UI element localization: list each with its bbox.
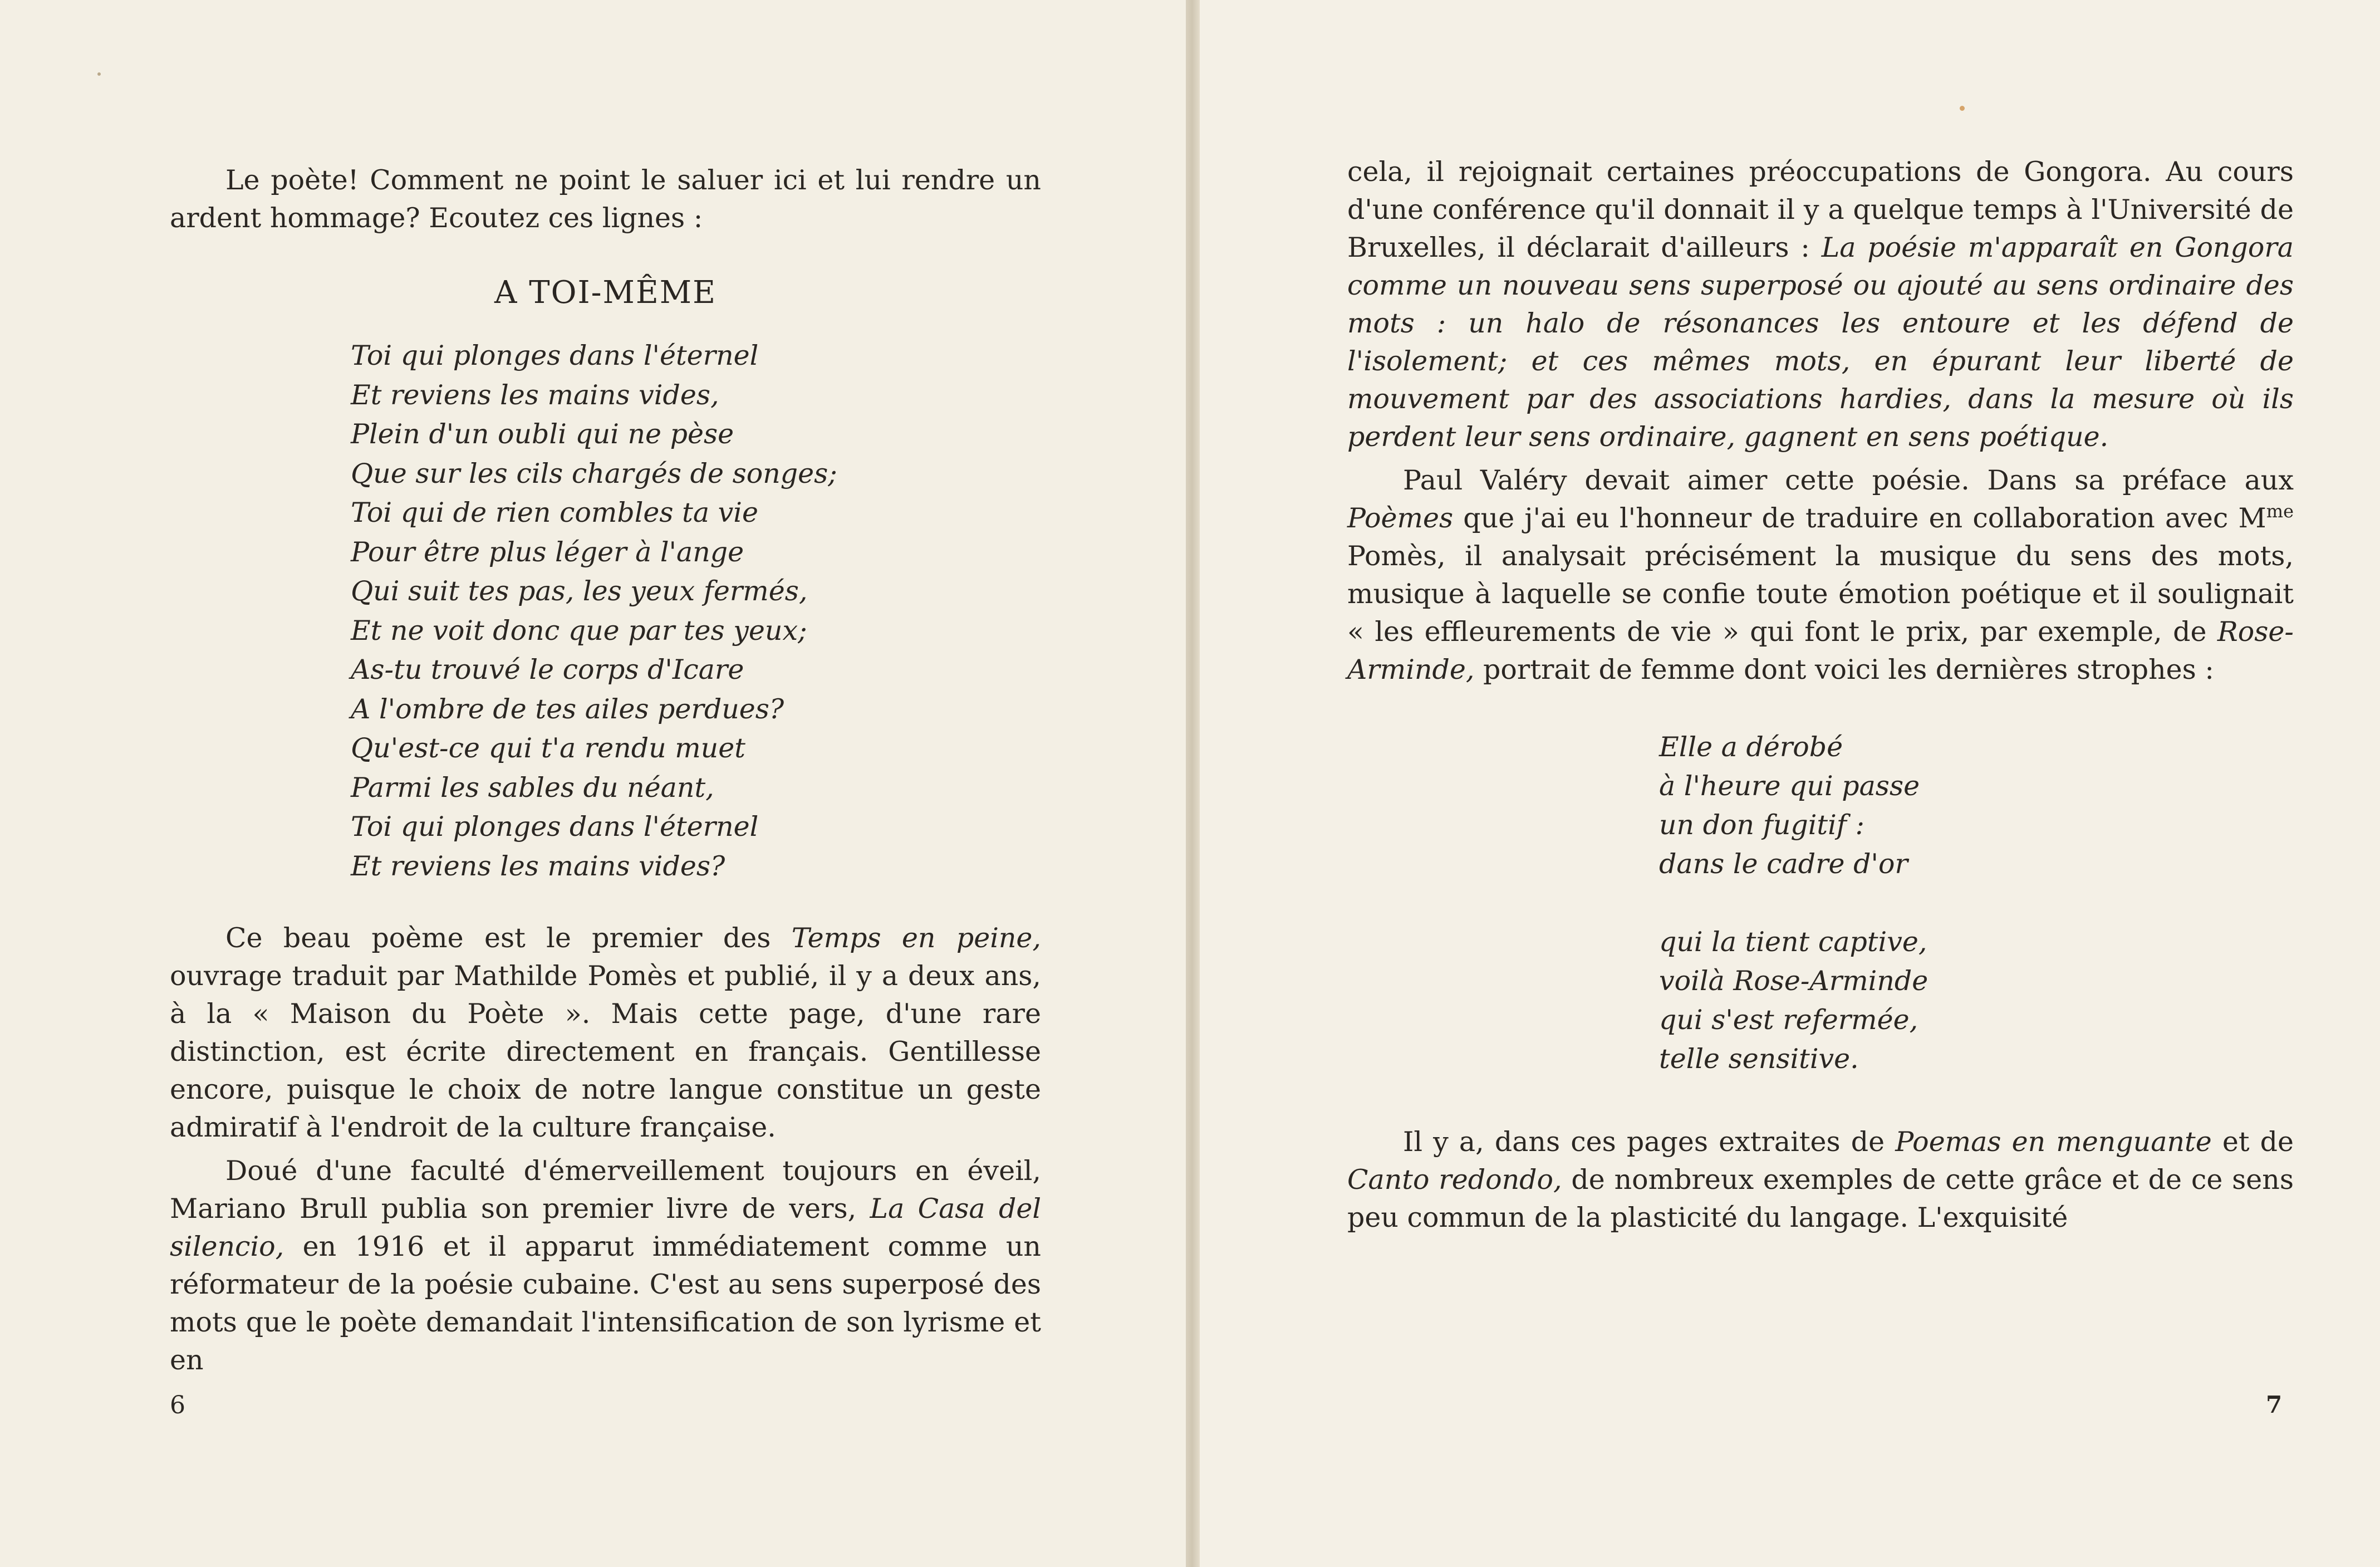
text-run: ouvrage traduit par Mathilde Pomès et publié, il y a deux ans, à la « Maison du Poète ». Mais cette page, d'une rare distinction, est écrite directement en français. Gentillesse encore, puisque le choix de notre langue constitue un geste admiratif à l'endroit de la culture française. [170,960,1041,1143]
book-gutter [1186,0,1200,1567]
paragraph-casa-del-silencio [170,1152,1041,1379]
poem-line: A l'ombre de tes ailes perdues? [351,693,784,725]
poem-line: qui s'est refermée, [1659,1004,1918,1036]
poem-line: qui la tient captive, [1659,926,1927,958]
poem-line: Toi qui plonges dans l'éternel [351,340,759,371]
left-page-content [170,161,1041,1385]
right-page [1200,0,2380,1567]
poem-line: telle sensitive. [1659,1043,1859,1075]
left-page [0,0,1186,1567]
poem-line: dans le cadre d'or [1659,848,1908,880]
poem-title: A TOI-MÊME [494,275,717,311]
book-title-poemas-en-menguante: Poemas en menguante [1895,1126,2212,1158]
paragraph-poemas-en-menguante [1347,1123,2294,1237]
book-title-casa-del-silencio: La Casa del silencio, [170,1193,1041,1262]
text-run: Doué d'une faculté d'émerveillement toujours en éveil, Mariano Brull publia son premier livre de vers, [170,1155,1041,1225]
poem-line: Qu'est-ce qui t'a rendu muet [351,732,745,764]
poem-line: un don fugitif : [1659,809,1865,841]
paragraph-temps-en-peine [170,919,1041,1147]
intro-paragraph: Le poète! Comment ne point le saluer ici et lui rendre un ardent hommage? Ecoutez ces lignes : [170,164,1041,234]
poem-line: voilà Rose-Arminde [1659,965,1928,997]
paper-speck [1960,106,1965,111]
page-number-left: 6 [170,1391,185,1419]
text-run: Ce beau poème est le premier des [225,922,792,954]
poem-rose-arminde [1659,728,2294,1079]
poem-line: Toi qui de rien combles ta vie [351,497,758,528]
paper-speck [97,72,101,76]
book-title-temps-en-peine: Temps en peine, [791,922,1042,954]
text-run: Paul Valéry devait aimer cette poésie. Dans sa préface aux [1403,464,2294,496]
poem-a-toi-meme [351,336,1041,886]
text-run: et de [2211,1126,2294,1158]
poem-title-rose-arminde: Rose-Arminde, [1347,616,2294,685]
poem-line: Elle a dérobé [1659,731,1843,763]
poem-line: As-tu trouvé le corps d'Icare [351,654,744,685]
text-run: cela, il rejoignait certaines préoccupations de Gongora. Au cours d'une conférence qu'il donnait il y a quelque temps à l'Université de Bruxelles, il déclarait d'ailleurs : [1347,156,2294,263]
poem-line: Que sur les cils chargés de songes; [351,457,837,489]
poem-line: Parmi les sables du néant, [351,771,714,804]
book-title-canto-redondo: Canto redondo, [1347,1164,1562,1196]
text-run: de nombreux exemples de cette grâce et de ce sens peu commun de la plasticité du langage. L'exquisité [1347,1164,2294,1233]
right-page-content [1347,153,2294,1242]
poem-line: Plein d'un oubli qui ne pèse [351,418,734,450]
stanza-gap [1659,884,2294,923]
poem-line: Et ne voit donc que par tes yeux; [351,614,807,647]
text-run: Pomès, il analysait précisément la musique du sens des mots, musique à laquelle se confie toute émotion poétique et il soulignait « les effleurements de vie » qui font le prix, par exemple, de [1347,540,2294,648]
paragraph-paul-valery [1347,462,2294,689]
quotation-gongora: La poésie m'apparaît en Gongora comme un nouveau sens superposé ou ajouté au sens ordinaire des mots : un halo de résonances les entoure et les défend de l'isolement; et ces mêmes mots, en épurant leur liberté de mouvement par des associations hardies, dans la mesure où ils perdent leur sens ordinaire, gagnent en sens poétique. [1347,232,2294,453]
poem-line: à l'heure qui passe [1659,770,1920,802]
text-run: portrait de femme dont voici les dernières strophes : [1474,654,2214,685]
poem-line: Pour être plus léger à l'ange [351,536,744,568]
text-run: en 1916 et il apparut immédiatement comme un réformateur de la poésie cubaine. C'est au sens superposé des mots que le poète demandait l'intensification de son lyrisme et en [170,1231,1041,1376]
poem-line: Et reviens les mains vides, [351,379,719,411]
poem-line: Et reviens les mains vides? [351,850,725,882]
poem-line: Qui suit tes pas, les yeux fermés, [351,575,808,607]
paragraph-gongora [1347,153,2294,456]
page-number-right: 7 [2266,1391,2283,1418]
superscript-me: me [2266,501,2294,522]
text-run: Il y a, dans ces pages extraites de [1403,1126,1896,1158]
book-title-poemes: Poèmes [1347,502,1454,534]
poem-line: Toi qui plonges dans l'éternel [351,811,759,843]
text-run: que j'ai eu l'honneur de traduire en collaboration avec M [1453,502,2266,534]
